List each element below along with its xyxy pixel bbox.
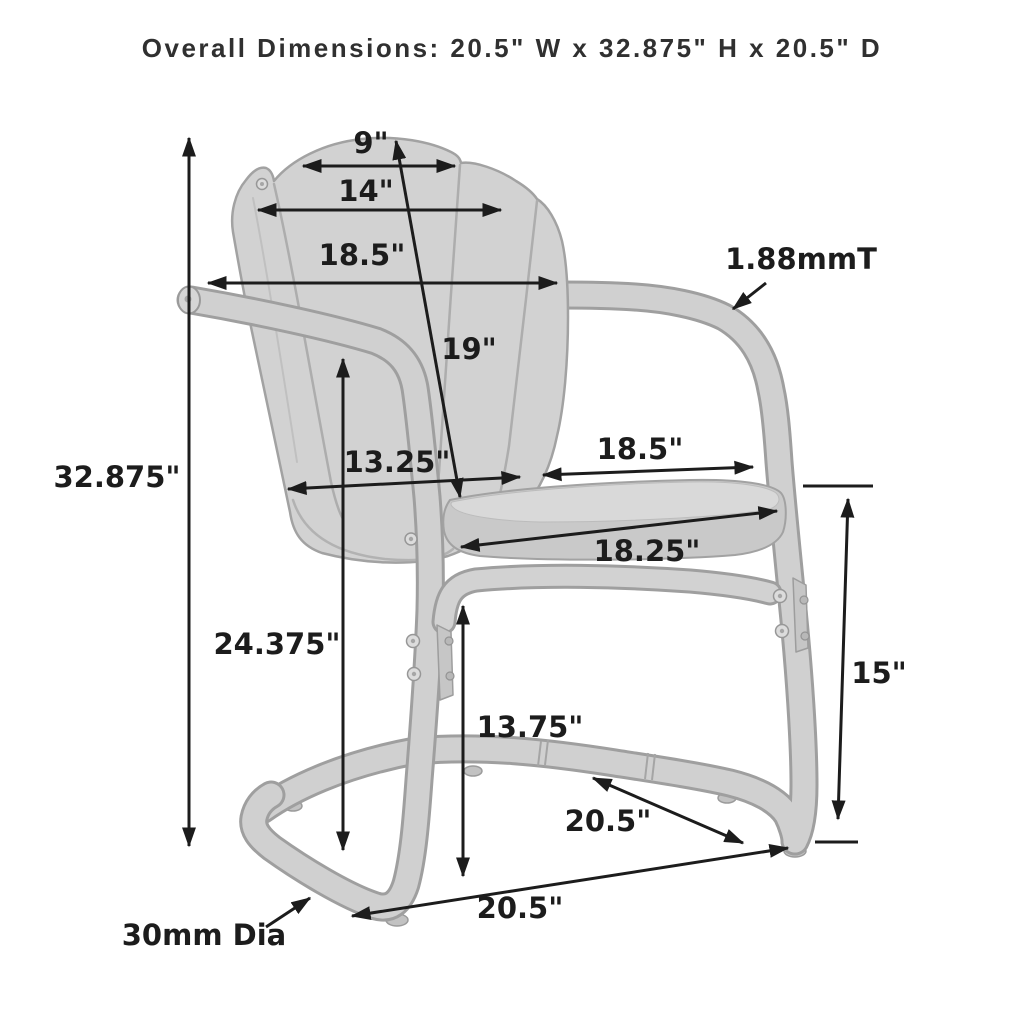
dim-label-back-mid-width: 14": [338, 174, 394, 208]
dim-label-base-side-depth: 20.5": [564, 804, 652, 838]
dim-label-back-full-width: 18.5": [318, 238, 406, 272]
dim-label-frame-inner-height: 13.75": [476, 710, 584, 744]
dim-tube-diameter: [122, 898, 310, 952]
dim-label-back-diagonal-height: 19": [441, 332, 497, 366]
dim-label-metal-thickness: 1.88mmT: [725, 242, 877, 276]
dim-label-arm-front-height: 24.375": [213, 627, 341, 661]
chair-stretcher-tube: [444, 576, 770, 622]
dim-label-base-front-width: 20.5": [476, 891, 564, 925]
chair-illustration: [178, 138, 809, 926]
dim-metal-thickness: [725, 242, 877, 309]
dim-seat-front-width: [543, 432, 753, 475]
page-title: Overall Dimensions: 20.5" W x 32.875" H x 20.5" D: [141, 33, 883, 63]
dim-label-tube-diameter: 30mm Dia: [121, 918, 287, 952]
dim-label-back-lower-width: 13.25": [343, 445, 451, 479]
dim-label-back-top-width: 9": [353, 126, 389, 160]
dim-label-seat-diagonal-depth: 18.25": [593, 534, 701, 568]
dim-label-seat-front-width: 18.5": [596, 432, 684, 466]
dim-seat-height: [803, 486, 907, 842]
dim-label-overall-height: 32.875": [53, 460, 181, 494]
dim-overall-height: [53, 138, 189, 846]
dim-label-seat-height: 15": [851, 656, 907, 690]
